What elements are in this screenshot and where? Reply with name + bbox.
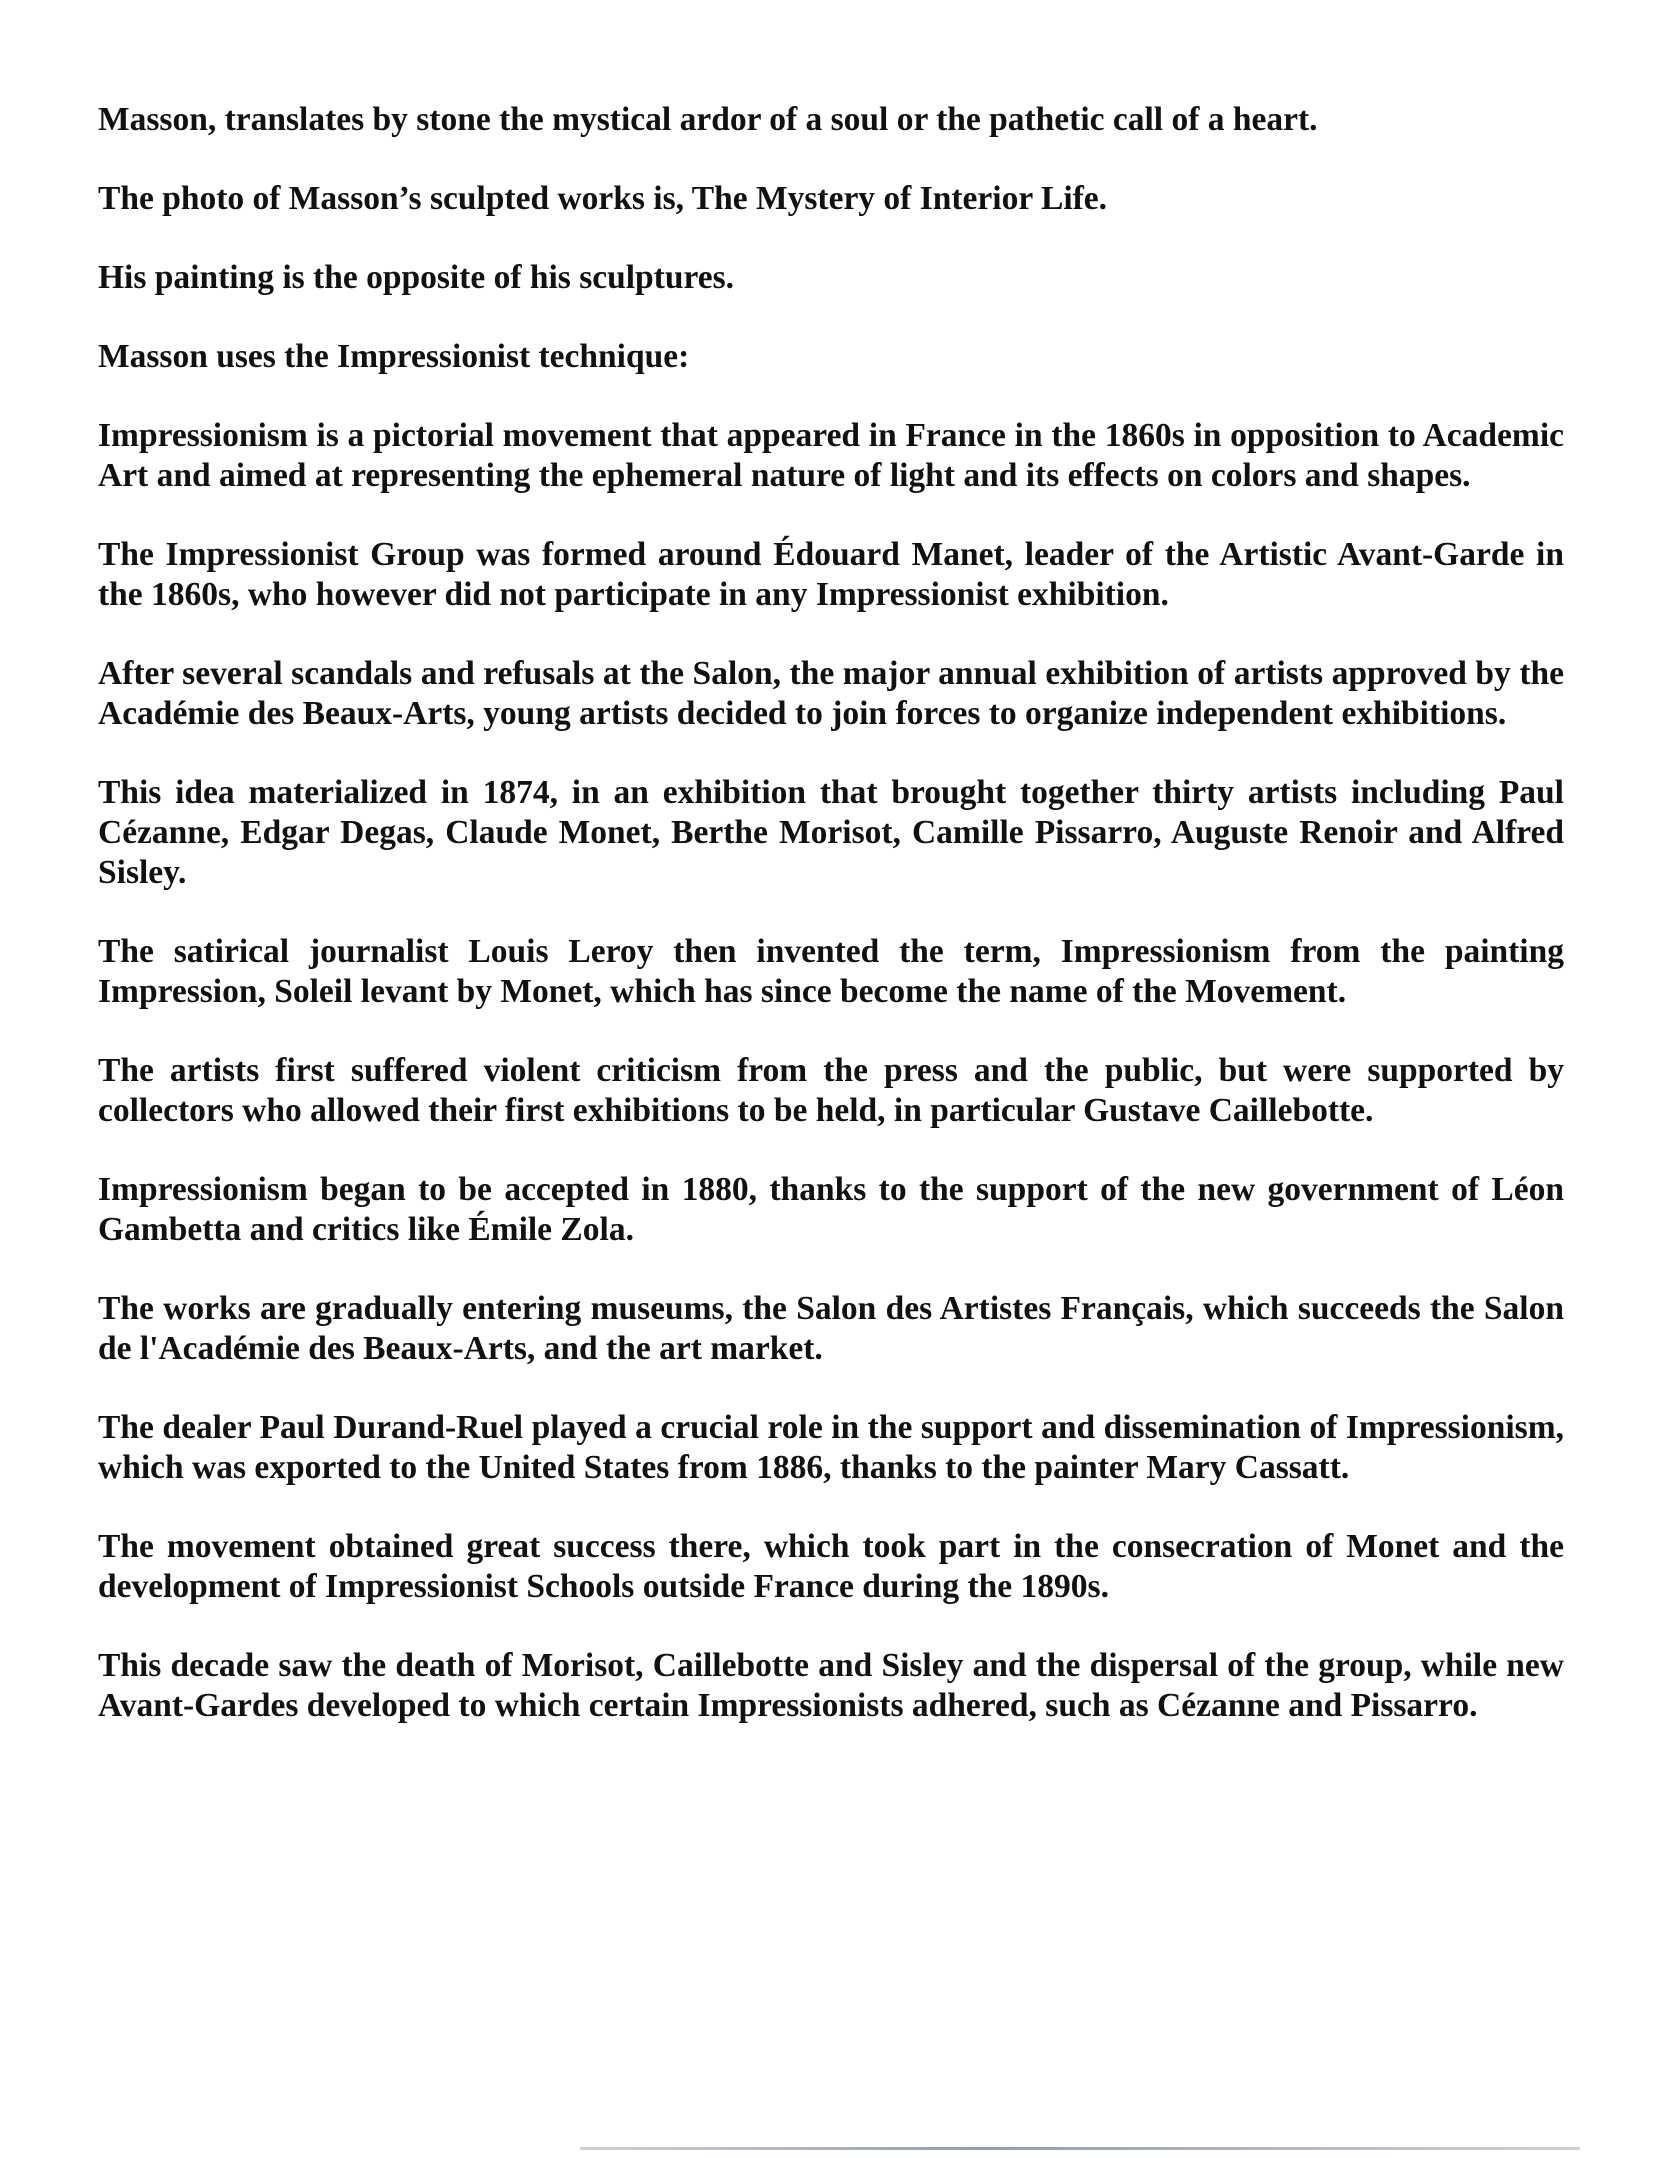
- paragraph-louis-leroy: The satirical journalist Louis Leroy then invented the term, Impressionism from the painting Impression, Soleil levant by Monet, which has since become the name of the Movement.: [98, 933, 1564, 1010]
- paragraph-masson-stone: Masson, translates by stone the mystical ardor of a soul or the pathetic call of a heart.: [98, 101, 1318, 138]
- paragraph-decade-dispersal: This decade saw the death of Morisot, Caillebotte and Sisley and the dispersal of the group, while new Avant-Gardes developed to which certain Impressionists adhered, such as Cézanne and Pissarro.: [98, 1647, 1564, 1724]
- paragraph-acceptance-1880: Impressionism began to be accepted in 1880, thanks to the support of the new government of Léon Gambetta and critics like Émile Zola.: [98, 1171, 1564, 1248]
- paragraph-impressionist-group: The Impressionist Group was formed around Édouard Manet, leader of the Artistic Avant-Garde in the 1860s, who however did not participate in any Impressionist exhibition.: [98, 536, 1564, 613]
- paragraph-sculpted-works: The photo of Masson’s sculpted works is, The Mystery of Interior Life.: [98, 180, 1108, 217]
- paragraph-criticism: The artists first suffered violent criticism from the press and the public, but were supported by collectors who allowed their first exhibitions to be held, in particular Gustave Caillebotte.: [98, 1052, 1564, 1129]
- paragraph-impressionism-definition: Impressionism is a pictorial movement that appeared in France in the 1860s in opposition to Academic Art and aimed at representing the ephemeral nature of light and its effects on colors and shapes.: [98, 417, 1564, 494]
- paragraph-durand-ruel: The dealer Paul Durand-Ruel played a crucial role in the support and dissemination of Impressionism, which was exported to the United States from 1886, thanks to the painter Mary Cassatt.: [98, 1409, 1564, 1486]
- paragraph-museums: The works are gradually entering museums, the Salon des Artistes Français, which succeeds the Salon de l'Académie des Beaux-Arts, and the art market.: [98, 1290, 1564, 1367]
- scan-edge-line: [580, 2147, 1580, 2150]
- paragraph-great-success: The movement obtained great success there, which took part in the consecration of Monet and the development of Impressionist Schools outside France during the 1890s.: [98, 1528, 1564, 1605]
- paragraph-1874-exhibition: This idea materialized in 1874, in an exhibition that brought together thirty artists including Paul Cézanne, Edgar Degas, Claude Monet, Berthe Morisot, Camille Pissarro, Auguste Renoir and Alfred Sisley.: [98, 774, 1564, 891]
- document-page: [98, 100, 1564, 1765]
- paragraph-impressionist-technique: Masson uses the Impressionist technique:: [98, 338, 690, 375]
- paragraph-painting-opposite: His painting is the opposite of his sculptures.: [98, 259, 735, 296]
- paragraph-salon-scandals: After several scandals and refusals at the Salon, the major annual exhibition of artists approved by the Académie des Beaux-Arts, young artists decided to join forces to organize independent exhibitions.: [98, 655, 1564, 732]
